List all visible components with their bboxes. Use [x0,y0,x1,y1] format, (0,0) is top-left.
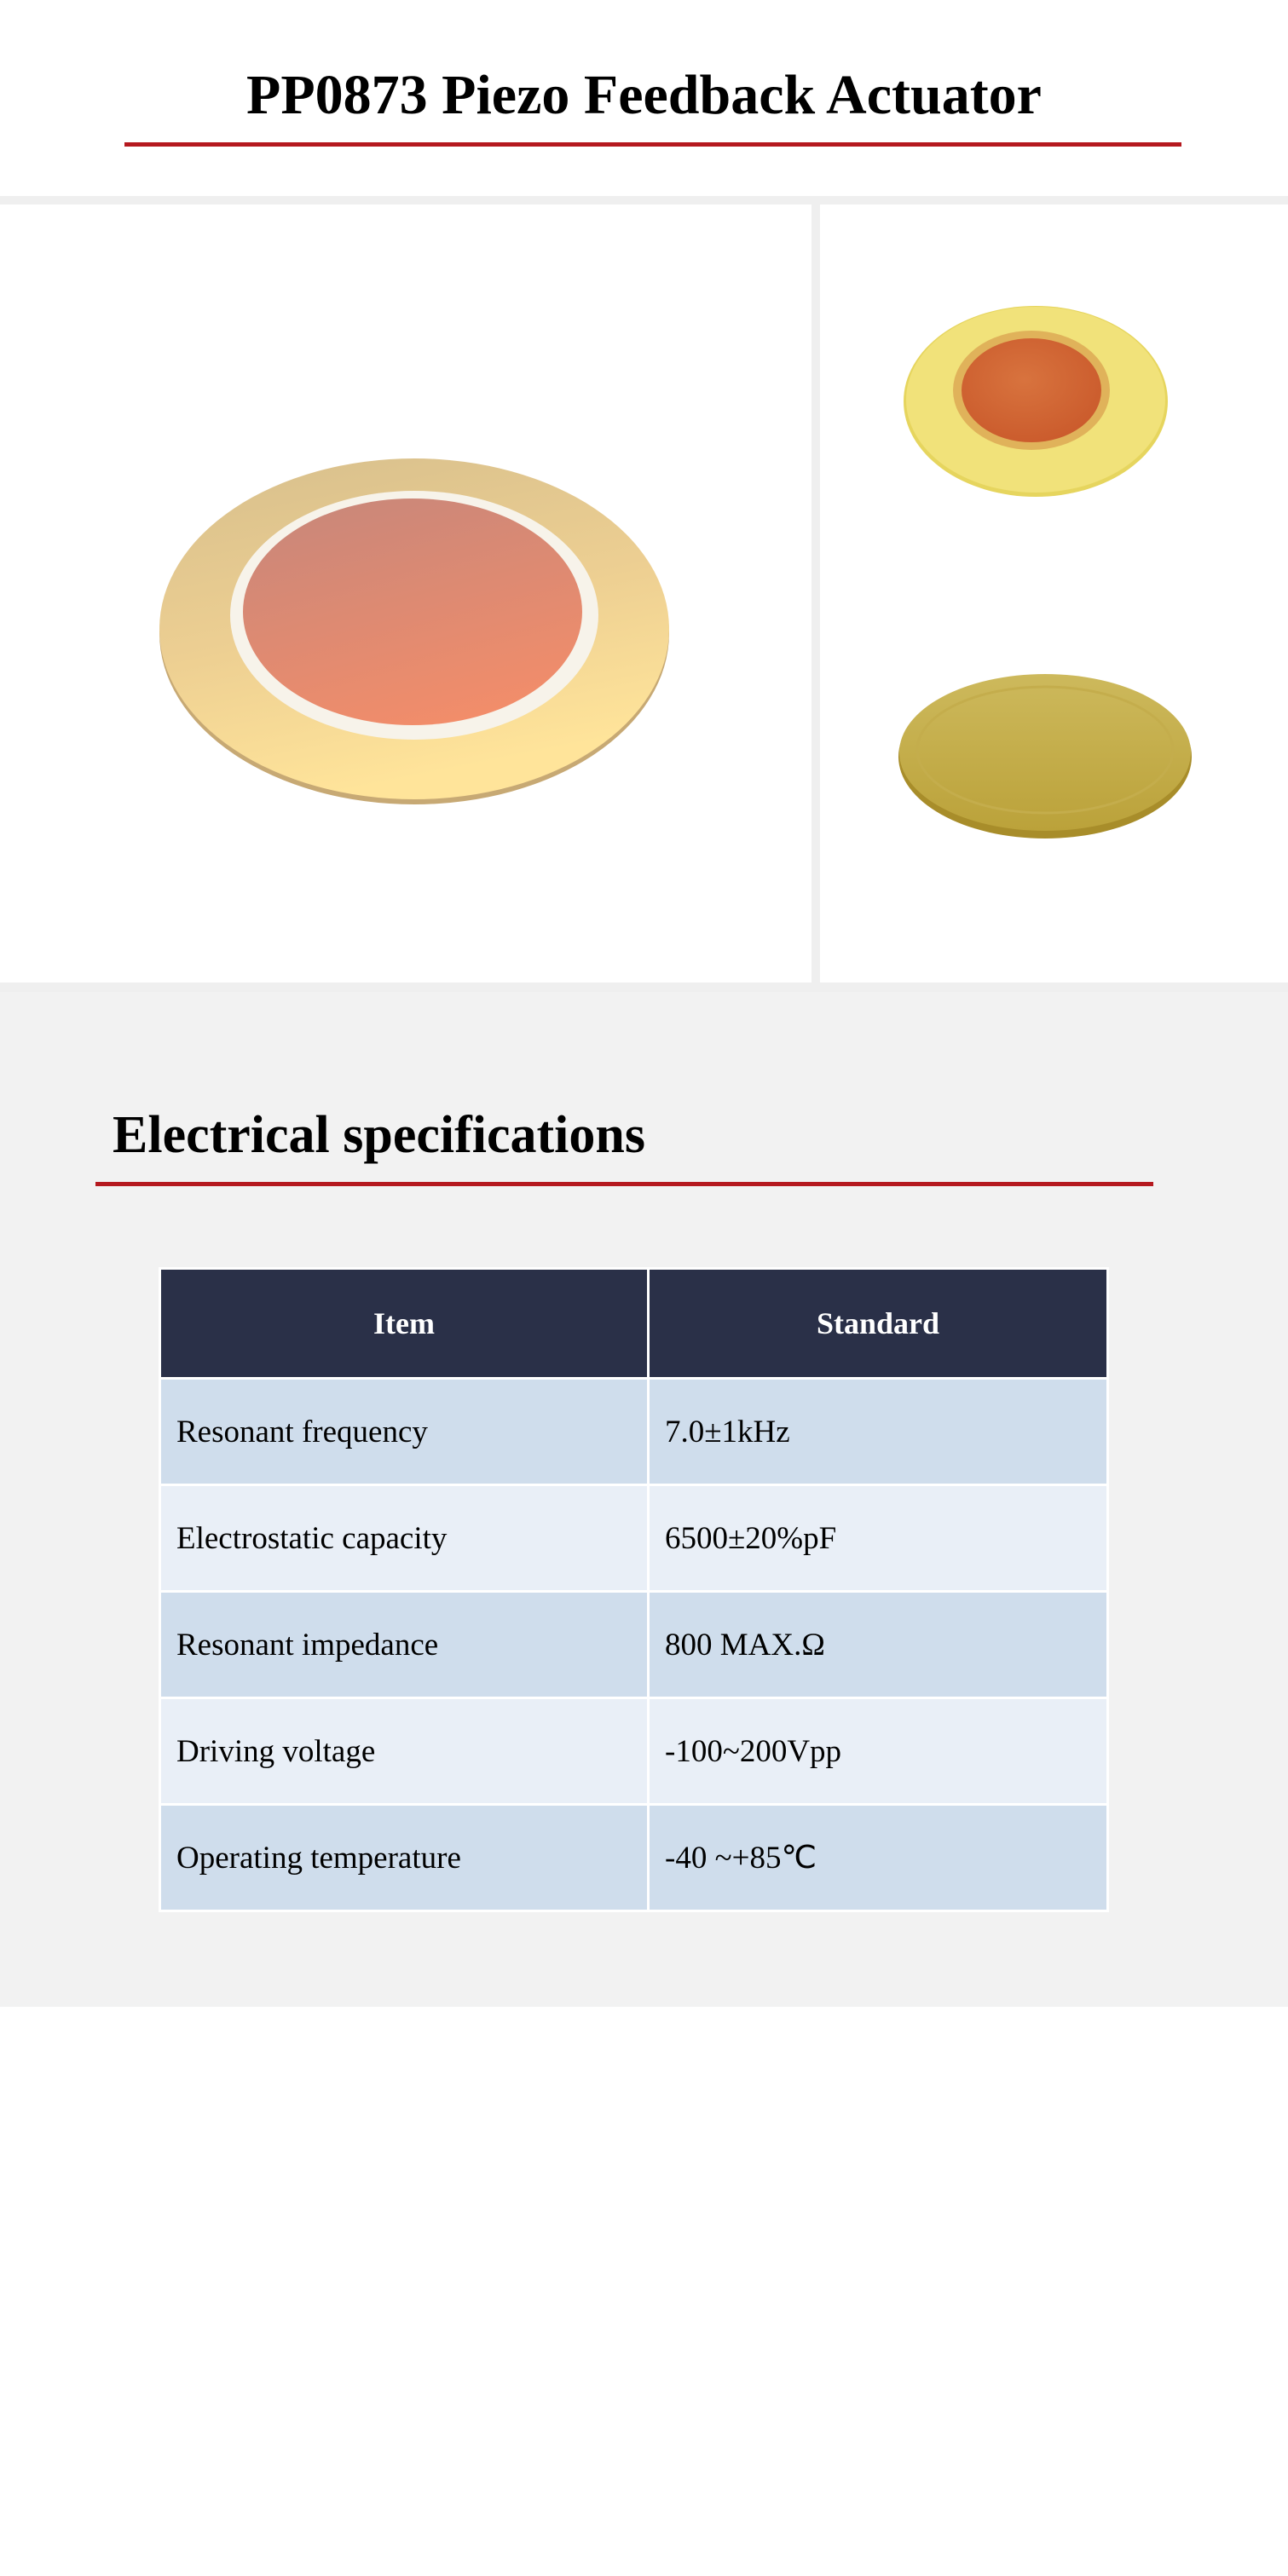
specifications-section [0,992,1288,2007]
disc-front [904,306,1168,497]
spec-value: -100~200Vpp [649,1698,1108,1805]
page-title: PP0873 Piezo Feedback Actuator [246,64,1042,126]
spec-table [159,1267,1109,1912]
side-product-photos [820,205,1288,983]
spec-value: 800 MAX.Ω [649,1592,1108,1698]
column-header-standard: Standard [649,1269,1108,1379]
page-footer-blank [0,2007,1288,2576]
spec-value: 7.0±1kHz [649,1379,1108,1485]
page-header [0,0,1288,196]
table-row [160,1805,1108,1911]
spec-value: 6500±20%pF [649,1485,1108,1592]
title-underline [124,142,1181,147]
spec-item: Electrostatic capacity [160,1485,649,1592]
piezo-disc-illustration [0,205,811,983]
disc-back [898,674,1192,838]
product-gallery [0,196,1288,992]
section-underline [95,1182,1153,1186]
column-header-item: Item [160,1269,649,1379]
table-row [160,1379,1108,1485]
spec-item: Driving voltage [160,1698,649,1805]
main-product-photo [0,205,811,983]
table-row [160,1592,1108,1698]
table-row [160,1485,1108,1592]
spec-item: Resonant impedance [160,1592,649,1698]
spec-item: Resonant frequency [160,1379,649,1485]
table-header-row [160,1269,1108,1379]
spec-value: -40 ~+85℃ [649,1805,1108,1911]
section-title: Electrical specifications [113,1106,645,1164]
table-row [160,1698,1108,1805]
spec-item: Operating temperature [160,1805,649,1911]
piezo-disc-front-back-illustration [820,205,1288,983]
